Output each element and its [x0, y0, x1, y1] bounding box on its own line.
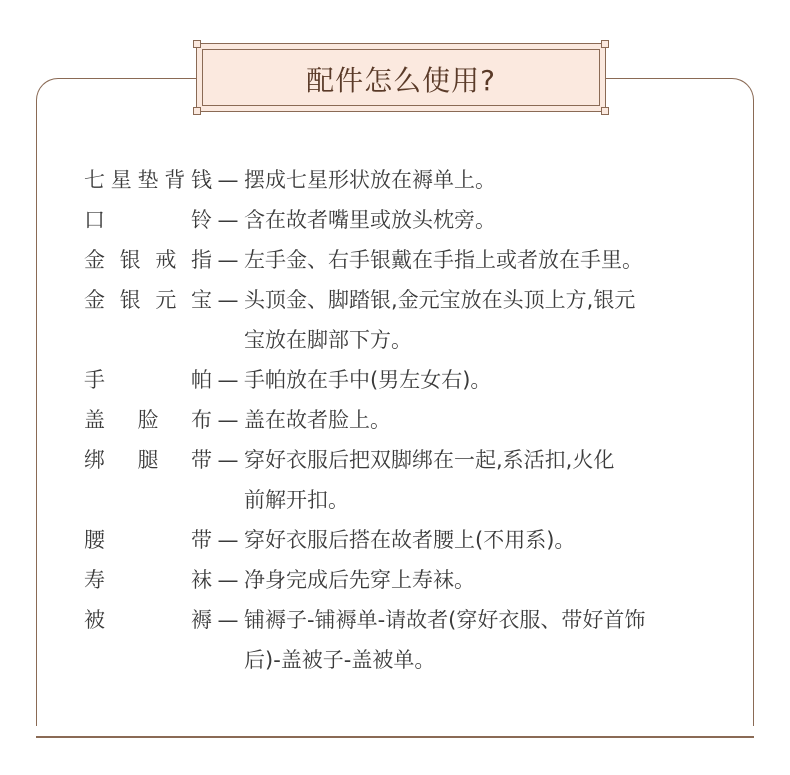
dash-separator: — [217, 568, 239, 592]
item-description: 手帕放在手中(男左女右)。 [244, 368, 492, 392]
item-description: 盖在故者脸上。 [244, 408, 391, 432]
item-label-char: 褥 [191, 608, 212, 632]
item-description: 头顶金、脚踏银,金元宝放在头顶上方,银元 [244, 288, 636, 312]
item-label [84, 320, 212, 360]
item-label-char: 腰 [84, 528, 105, 552]
item-label-char: 银 [119, 248, 141, 272]
page-title: 配件怎么使用? [306, 64, 496, 97]
item-label-char: 指 [190, 248, 212, 272]
item-label-char: 铃 [191, 208, 212, 232]
item-label-char: 背 [164, 168, 186, 192]
item-label [84, 440, 212, 480]
item-label-char: 袜 [191, 568, 212, 592]
dash-separator [212, 480, 244, 520]
list-item [84, 600, 724, 640]
item-label [84, 600, 212, 640]
item-label-char: 金 [84, 288, 105, 312]
item-label-char: 盖 [84, 408, 105, 432]
item-label-char: 布 [191, 408, 212, 432]
item-label [84, 360, 212, 400]
corner-ornament [601, 40, 609, 48]
list-item [84, 280, 724, 320]
item-label-char: 口 [84, 208, 105, 232]
item-label [84, 480, 212, 520]
item-description: 摆成七星形状放在褥单上。 [244, 168, 496, 192]
corner-ornament [601, 107, 609, 115]
item-label-char: 被 [84, 608, 105, 632]
dash-separator: — [217, 528, 239, 552]
item-label-char: 戒 [155, 248, 177, 272]
item-label-char: 星 [110, 168, 132, 192]
dash-separator: — [217, 208, 239, 232]
item-label [84, 520, 212, 560]
list-item [84, 640, 724, 680]
dash-separator: — [217, 608, 239, 632]
item-description: 后)-盖被子-盖被单。 [244, 648, 436, 672]
item-label-char: 帕 [191, 368, 212, 392]
list-item [84, 320, 724, 360]
item-label [84, 280, 212, 320]
item-description: 穿好衣服后把双脚绑在一起,系活扣,火化 [244, 448, 615, 472]
item-description: 净身完成后先穿上寿袜。 [244, 568, 475, 592]
item-label-char: 腿 [137, 448, 159, 472]
dash-separator: — [217, 448, 239, 472]
dash-separator: — [217, 368, 239, 392]
list-item [84, 240, 724, 280]
corner-ornament [193, 40, 201, 48]
list-item [84, 480, 724, 520]
item-label [84, 240, 212, 280]
dash-separator: — [217, 408, 239, 432]
corner-ornament [193, 107, 201, 115]
bottom-divider [36, 736, 754, 738]
list-item [84, 560, 724, 600]
accessory-list [84, 160, 724, 680]
dash-separator [212, 320, 244, 360]
item-label-char: 银 [119, 288, 141, 312]
item-label-char: 脸 [137, 408, 159, 432]
dash-separator: — [217, 288, 239, 312]
item-description: 前解开扣。 [244, 488, 349, 512]
dash-separator: — [217, 168, 239, 192]
item-label [84, 640, 212, 680]
item-description: 含在故者嘴里或放头枕旁。 [244, 208, 496, 232]
item-label [84, 560, 212, 600]
list-item [84, 400, 724, 440]
title-banner [196, 43, 606, 112]
item-label-char: 金 [84, 248, 105, 272]
item-label-char: 绑 [84, 448, 105, 472]
list-item [84, 360, 724, 400]
item-label [84, 160, 212, 200]
dash-separator: — [217, 248, 239, 272]
item-description: 穿好衣服后搭在故者腰上(不用系)。 [244, 528, 576, 552]
item-label-char: 垫 [137, 168, 159, 192]
list-item [84, 160, 724, 200]
item-description: 铺褥子-铺褥单-请故者(穿好衣服、带好首饰 [244, 608, 646, 632]
dash-separator [212, 640, 244, 680]
item-label-char: 元 [155, 288, 177, 312]
item-description: 宝放在脚部下方。 [244, 328, 412, 352]
item-label-char: 带 [191, 448, 212, 472]
item-label-char: 手 [84, 368, 105, 392]
item-label-char: 七 [84, 168, 105, 192]
list-item [84, 440, 724, 480]
list-item [84, 200, 724, 240]
item-label-char: 钱 [191, 168, 212, 192]
list-item [84, 520, 724, 560]
item-label [84, 200, 212, 240]
item-label-char: 宝 [190, 288, 212, 312]
item-label-char: 带 [191, 528, 212, 552]
item-label [84, 400, 212, 440]
item-label-char: 寿 [84, 568, 105, 592]
item-description: 左手金、右手银戴在手指上或者放在手里。 [244, 248, 643, 272]
